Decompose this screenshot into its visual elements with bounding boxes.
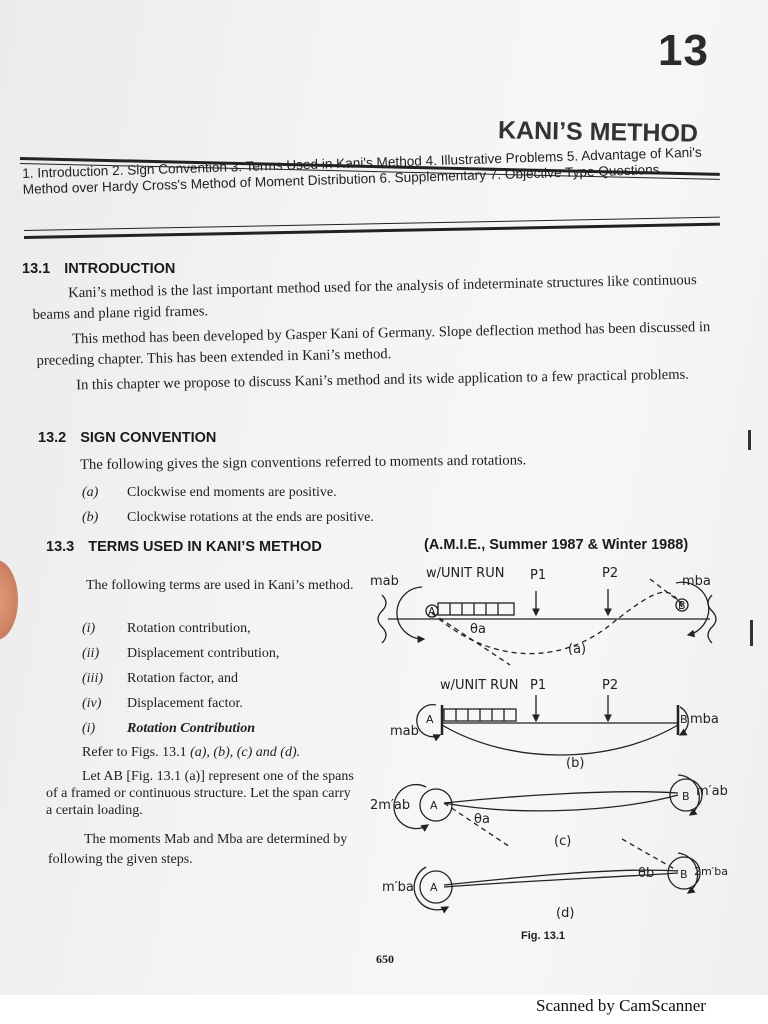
label-theta-a: θa [470, 622, 486, 637]
section-heading-sign-convention [38, 430, 216, 446]
label-sub-b: (b) [566, 756, 585, 771]
list-item: (ii) Displacement contribution, [82, 646, 280, 661]
label-sub-c: (c) [554, 834, 572, 849]
label-2mba-prime: 2m′ba [694, 865, 728, 878]
list-item: (iv) Displacement factor. [82, 696, 243, 711]
label-a: A [428, 605, 436, 618]
label-theta-a: θa [474, 812, 490, 827]
label-mba: mba [690, 712, 719, 727]
label-mab-prime: m′ab [696, 784, 728, 799]
chapter-title: KANI’S METHOD [497, 116, 699, 148]
label-load: w/UNIT RUN [426, 566, 505, 581]
label-b: B [680, 868, 688, 881]
label-b: B [678, 599, 686, 612]
figure-part-a [378, 579, 716, 665]
section-title: TERMS USED IN KANI’S METHOD [88, 539, 322, 555]
label-mab: mab [390, 724, 419, 739]
bottom-rule-thick [24, 223, 720, 239]
label-mba: mba [682, 574, 711, 589]
terms-paragraph-4: The moments Mab and Mba are determined by following the given steps. [48, 832, 348, 867]
label-p1: P1 [530, 568, 547, 583]
section-title: INTRODUCTION [64, 261, 176, 277]
label-2mab-prime: 2m′ab [370, 798, 411, 813]
chapter-contents: 1. Introduction 2. Sign Convention 3. Terms Used in Kani's Method 4. Illustrative Problems 5. Advantage of Kani's Method over Hardy Cross's Method of Moment Distribution 6. Supplementary 7. Objective Type Questions. [22, 144, 702, 197]
terms-list [82, 616, 279, 741]
section-heading-introduction [22, 261, 175, 277]
subheading-rotation-contribution: (i) Rotation Contribution [82, 721, 255, 736]
figure-part-d [414, 839, 700, 910]
figure-part-b [417, 695, 688, 755]
label-b: B [680, 713, 688, 726]
figure-13-1 [360, 555, 730, 930]
figure-caption: Fig. 13.1 [521, 930, 566, 942]
list-item: (iii) Rotation factor, and [82, 671, 239, 686]
page-number: 650 [376, 952, 394, 966]
finger-shadow [0, 560, 18, 640]
intro-paragraph-1: Kani’s method is the last important method used for the analysis of indeterminate structures like continuous beams and plane rigid frames. [32, 272, 697, 323]
label-mab: mab [370, 574, 399, 589]
list-item: (i) Rotation contribution, [82, 621, 251, 636]
label-sub-d: (d) [556, 906, 575, 921]
exam-reference: (A.M.I.E., Summer 1987 & Winter 1988) [424, 537, 689, 553]
section-title: SIGN CONVENTION [80, 430, 217, 446]
moment-arrow-mab [397, 587, 424, 639]
deflected-shape [442, 725, 678, 755]
label-a: A [430, 881, 438, 894]
list-item: (b) Clockwise rotations at the ends are positive. [82, 510, 374, 525]
label-p2: P2 [602, 566, 619, 581]
break-line-left [378, 595, 386, 643]
page-edge-mark [750, 620, 753, 646]
label-p2: P2 [602, 678, 619, 693]
label-mba-prime: m′ba [382, 880, 414, 895]
list-item: (a) Clockwise end moments are positive. [82, 485, 337, 500]
terms-paragraph-2: Refer to Figs. 13.1 (a), (b), (c) and (d). [82, 745, 301, 760]
label-load: w/UNIT RUN [440, 678, 519, 693]
label-theta-b: θb [638, 866, 655, 881]
deflected-shape [444, 795, 678, 811]
tangent-line [432, 613, 510, 665]
section-number: 13.1 [22, 261, 51, 277]
section-number: 13.2 [38, 430, 67, 446]
label-p1: P1 [530, 678, 547, 693]
page-edge-mark [748, 430, 751, 450]
intro-paragraph-3: In this chapter we propose to discuss Kani’s method and its wide application to a few practical problems. [76, 366, 689, 394]
label-sub-a: (a) [568, 642, 587, 657]
label-b: B [682, 790, 690, 803]
terms-paragraph-3: Let AB [Fig. 13.1 (a)] represent one of the spans of a framed or continuous structure. Let the span carry a certain loading. [46, 769, 354, 818]
scanner-watermark: Scanned by CamScanner [536, 996, 706, 1015]
section-heading-terms [46, 539, 322, 555]
intro-paragraph-2: This method has been developed by Gasper Kani of Germany. Slope deflection method has been discussed in preceding chapter. This has been extended in Kani’s method. [36, 319, 711, 369]
label-a: A [430, 799, 438, 812]
sign-paragraph-1: The following gives the sign conventions referred to moments and rotations. [80, 452, 527, 473]
chapter-number: 13 [658, 26, 709, 75]
section-number: 13.3 [46, 539, 75, 555]
terms-paragraph-1: The following terms are used in Kani’s method. [86, 578, 354, 593]
figure-part-c [394, 775, 702, 847]
sign-list [82, 480, 374, 530]
label-a: A [426, 713, 434, 726]
